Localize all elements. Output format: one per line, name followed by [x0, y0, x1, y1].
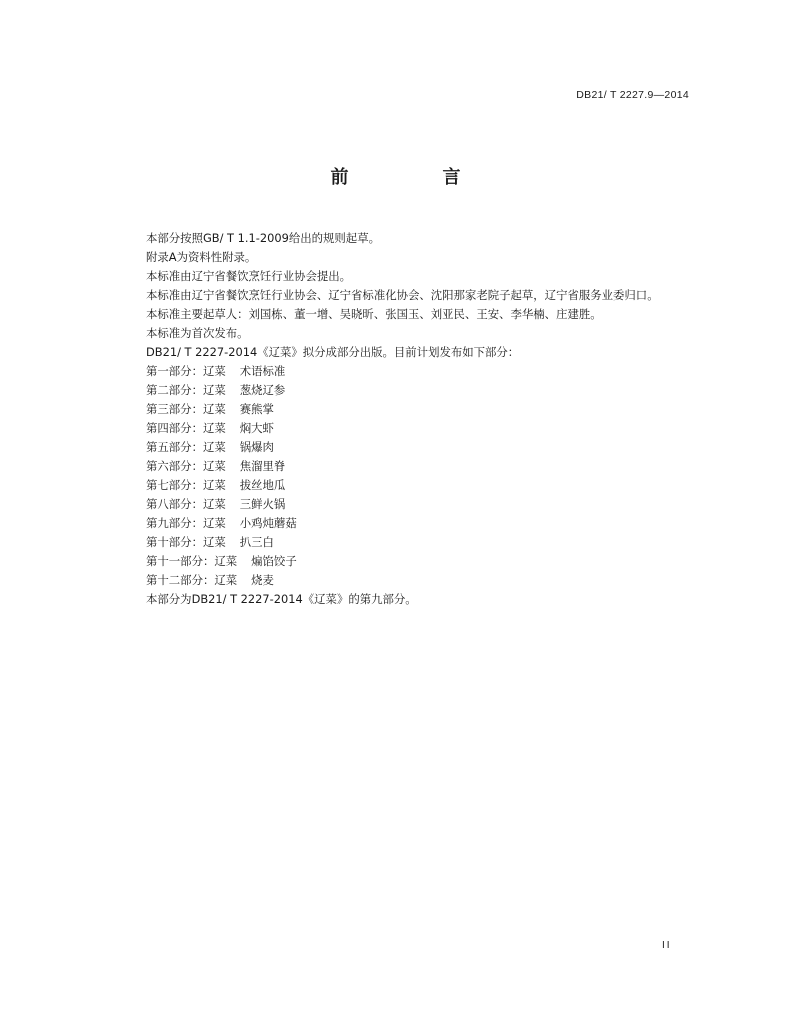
list-item	[121, 438, 691, 457]
part-name: 三鲜火锅	[239, 497, 286, 511]
paragraph-appendix: 附录A为资料性附录。	[146, 250, 257, 264]
part-name: 葱烧辽参	[239, 383, 286, 397]
list-item	[121, 552, 691, 571]
foreword-body	[121, 229, 691, 609]
paragraph-closing: 本部分为DB21/ T 2227-2014《辽菜》的第九部分。	[146, 592, 417, 606]
part-label: 第十一部分：辽菜	[146, 554, 238, 568]
part-name: 锅爆肉	[239, 440, 274, 454]
list-item	[121, 476, 691, 495]
part-label: 第八部分：辽菜	[146, 497, 226, 511]
part-label: 第三部分：辽菜	[146, 402, 226, 416]
part-label: 第四部分：辽菜	[146, 421, 226, 435]
list-item	[121, 514, 691, 533]
paragraph-proposer: 本标准由辽宁省餐饮烹饪行业协会提出。	[146, 269, 352, 283]
paragraph-parts-intro: DB21/ T 2227-2014《辽菜》拟分成部分出版。目前计划发布如下部分：	[146, 345, 520, 359]
part-label: 第二部分：辽菜	[146, 383, 226, 397]
part-label: 第六部分：辽菜	[146, 459, 226, 473]
part-name: 焖大虾	[239, 421, 274, 435]
part-label: 第十部分：辽菜	[146, 535, 226, 549]
part-label: 第五部分：辽菜	[146, 440, 226, 454]
part-label: 第七部分：辽菜	[146, 478, 226, 492]
paragraph-drafters-org: 本标准由辽宁省餐饮烹饪行业协会、辽宁省标准化协会、沈阳那家老院子起草，辽宁省服务业委归口。	[146, 288, 659, 302]
list-item	[121, 362, 691, 381]
list-item	[121, 533, 691, 552]
part-name: 烧麦	[251, 573, 274, 587]
part-name: 扒三白	[239, 535, 274, 549]
paragraph-main-drafters: 本标准主要起草人：刘国栋、董一增、吴晓昕、张国玉、刘亚民、王安、李华楠、庄建胜。	[146, 307, 602, 321]
list-item	[121, 381, 691, 400]
list-item	[121, 457, 691, 476]
list-item	[121, 571, 691, 590]
part-label: 第九部分：辽菜	[146, 516, 226, 530]
list-item	[121, 400, 691, 419]
page-number: II	[662, 940, 672, 951]
part-name: 赛熊掌	[239, 402, 274, 416]
part-label: 第十二部分：辽菜	[146, 573, 238, 587]
part-name: 煸馅饺子	[251, 554, 297, 568]
page-title: 前 言	[330, 167, 499, 188]
part-name: 拔丝地瓜	[239, 478, 286, 492]
part-name: 小鸡炖蘑菇	[239, 516, 297, 530]
list-item	[121, 419, 691, 438]
paragraph-drafting-rules: 本部分按照GB/ T 1.1-2009给出的规则起草。	[146, 231, 380, 245]
part-label: 第一部分：辽菜	[146, 364, 226, 378]
part-name: 术语标准	[239, 364, 286, 378]
part-name: 焦溜里脊	[239, 459, 286, 473]
paragraph-first-release: 本标准为首次发布。	[146, 326, 249, 340]
parts-list	[121, 362, 691, 590]
list-item	[121, 495, 691, 514]
document-code: DB21/ T 2227.9—2014	[576, 89, 689, 101]
